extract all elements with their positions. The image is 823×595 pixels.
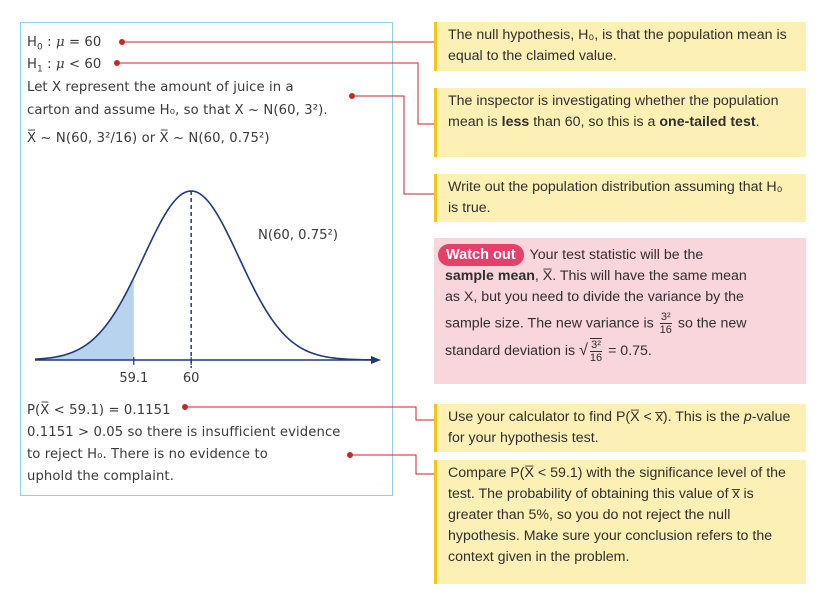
header-strip: [0, 0, 823, 10]
variance-fraction: $\frac{\text{3²}}{16}$: [659, 311, 672, 336]
connector-dot-h1: [115, 61, 120, 66]
alt-hypothesis-line: $H_1$ : μ < 60: [27, 57, 102, 75]
watch-out-box: Watch out Your test statistic will be the sample mean, X̅. This will have the same mean as X, but you need to divide the variance by the sample size. The new variance is $\frac{\text{3²}}{16}$ so the new standard deviation is √ $\frac{\text{3²}}{16}$ = 0.75.: [434, 238, 806, 384]
sample-mean-distribution: X̅ ~ N(60, 3²/16) or X̅ ~ N(60, 0.75²): [27, 131, 270, 146]
connector-h1: [117, 63, 434, 124]
conclusion-line-1: 0.1151 > 0.05 so there is insufficient evidence: [27, 425, 341, 440]
connector-dot-population: [350, 94, 355, 99]
note-null-hypothesis: The null hypothesis, H₀, is that the population mean is equal to the claimed value.: [434, 22, 806, 71]
tick-label-59-1: 59.1: [119, 371, 149, 386]
curve-label: N(60, 0.75²): [258, 228, 338, 243]
let-line-1: Let X represent the amount of juice in a: [27, 80, 294, 95]
note-calculator-p-value: Use your calculator to find P(X̅ < x̅). This is the p-value for your hypothesis test.: [434, 404, 806, 452]
null-hypothesis-line: $H_0$ : μ = 60: [27, 35, 102, 53]
conclusion-line-2: to reject H₀. There is no evidence to: [27, 447, 268, 462]
connector-probability: [185, 407, 434, 420]
connector-conclusion: [350, 455, 434, 474]
connector-dot-probability: [183, 405, 188, 410]
watch-out-badge: Watch out: [438, 244, 524, 266]
tick-label-60: 60: [182, 371, 200, 386]
note-one-tailed: The inspector is investigating whether the population mean is less than 60, so this is a one-tailed test.: [434, 88, 806, 157]
note-population-distribution: Write out the population distribution assuming that H₀ is true.: [434, 174, 806, 222]
connector-dot-conclusion: [348, 453, 353, 458]
let-line-2: carton and assume H₀, so that X ~ N(60, 3²).: [27, 103, 328, 118]
probability-line: P(X̅ < 59.1) = 0.1151: [27, 403, 171, 418]
connector-population: [352, 96, 434, 194]
note-compare-significance: Compare P(X̅ < 59.1) with the significance level of the test. The probability of obtaining this value of x̅ is greater than 5%, so you do not reject the null hypothesis. Make sure your conclusion refers to the context given in the problem.: [434, 460, 806, 584]
connector-dot-h0: [120, 40, 125, 45]
conclusion-line-3: uphold the complaint.: [27, 469, 174, 484]
